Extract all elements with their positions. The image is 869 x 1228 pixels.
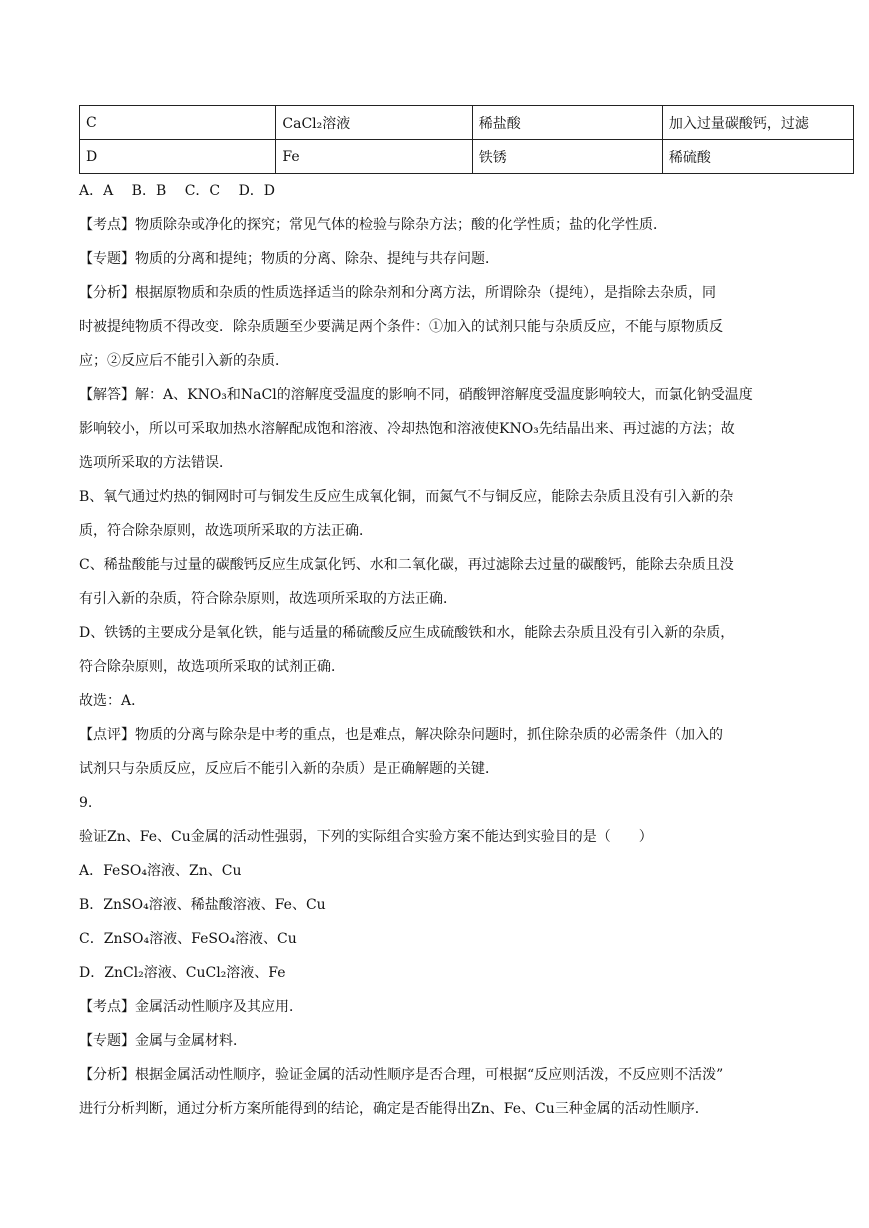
fenxi-line: 【分析】根据金属活动性顺序，验证金属的活动性顺序是否合理，可根据“反应则活泼，不反应则不活泼” bbox=[79, 1067, 724, 1083]
solution-text bbox=[79, 176, 799, 1128]
table-cell: 稀盐酸 bbox=[472, 106, 662, 140]
table-cell: 铁锈 bbox=[472, 140, 662, 174]
fenxi-line: 应；②反应后不能引入新的杂质． bbox=[79, 353, 289, 369]
jieda-b-line: 质，符合除杂原则，故选项所采取的方法正确． bbox=[79, 523, 373, 539]
fenxi-line: 进行分析判断，通过分析方案所能得到的结论，确定是否能得出Zn、Fe、Cu三种金属的活动性顺序． bbox=[79, 1101, 709, 1117]
fenxi-line: 【分析】根据原物质和杂质的性质选择适当的除杂剂和分离方法，所谓除杂（提纯），是指除去杂质，同 bbox=[79, 285, 716, 301]
jieda-c-line: 有引入新的杂质，符合除杂原则，故选项所采取的方法正确． bbox=[79, 591, 457, 607]
option-a: A．FeSO₄溶液、Zn、Cu bbox=[79, 863, 242, 879]
question-stem: 验证Zn、Fe、Cu金属的活动性强弱，下列的实际组合实验方案不能达到实验目的是（ ） bbox=[79, 829, 653, 845]
table-row bbox=[80, 140, 854, 174]
table-cell: D bbox=[80, 140, 276, 174]
option-c: C．ZnSO₄溶液、FeSO₄溶液、Cu bbox=[79, 931, 297, 947]
options-table bbox=[79, 105, 854, 174]
option-d: D．ZnCl₂溶液、CuCl₂溶液、Fe bbox=[79, 965, 286, 981]
zhuanti-line: 【专题】物质的分离和提纯；物质的分离、除杂、提纯与共存问题． bbox=[79, 251, 499, 267]
option-b: B．ZnSO₄溶液、稀盐酸溶液、Fe、Cu bbox=[79, 897, 326, 913]
table-cell: CaCl₂溶液 bbox=[276, 106, 472, 140]
dianping-line: 试剂只与杂质反应，反应后不能引入新的杂质）是正确解题的关键． bbox=[79, 761, 499, 777]
jieda-line: 影响较小，所以可采取加热水溶解配成饱和溶液、冷却热饱和溶液使KNO₃先结晶出来、再过滤的方法；故 bbox=[79, 421, 735, 437]
jieda-c-line: C、稀盐酸能与过量的碳酸钙反应生成氯化钙、水和二氧化碳，再过滤除去过量的碳酸钙，能除去杂质且没 bbox=[79, 557, 734, 573]
answer-options: A．A B．B C．C D．D bbox=[79, 183, 276, 199]
table-cell: 稀硫酸 bbox=[662, 140, 853, 174]
kaodian-line: 【考点】物质除杂或净化的探究；常见气体的检验与除杂方法；酸的化学性质；盐的化学性质． bbox=[79, 217, 667, 233]
jieda-line: 【解答】解：A、KNO₃和NaCl的溶解度受温度的影响不同，硝酸钾溶解度受温度影响较大，而氯化钠受温度 bbox=[79, 387, 753, 403]
jieda-d-line: D、铁锈的主要成分是氧化铁，能与适量的稀硫酸反应生成硫酸铁和水，能除去杂质且没有引入新的杂质， bbox=[79, 625, 735, 641]
table-cell: Fe bbox=[276, 140, 472, 174]
jieda-line: 选项所采取的方法错误． bbox=[79, 455, 233, 471]
kaodian-line: 【考点】金属活动性顺序及其应用． bbox=[79, 999, 303, 1015]
dianping-line: 【点评】物质的分离与除杂是中考的重点，也是难点，解决除杂问题时，抓住除杂质的必需条件（加入的 bbox=[79, 727, 723, 743]
jieda-d-line: 符合除杂原则，故选项所采取的试剂正确． bbox=[79, 659, 345, 675]
zhuanti-line: 【专题】金属与金属材料． bbox=[79, 1033, 247, 1049]
answer-line: 故选：A． bbox=[79, 693, 146, 709]
jieda-b-line: B、氧气通过灼热的铜网时可与铜发生反应生成氧化铜，而氮气不与铜反应，能除去杂质且没有引入新的杂 bbox=[79, 489, 734, 505]
table-cell: 加入过量碳酸钙，过滤 bbox=[662, 106, 853, 140]
fenxi-line: 时被提纯物质不得改变．除杂质题至少要满足两个条件：①加入的试剂只能与杂质反应，不能与原物质反 bbox=[79, 319, 723, 335]
question-number: 9. bbox=[79, 795, 93, 811]
table-cell: C bbox=[80, 106, 276, 140]
table-row bbox=[80, 106, 854, 140]
